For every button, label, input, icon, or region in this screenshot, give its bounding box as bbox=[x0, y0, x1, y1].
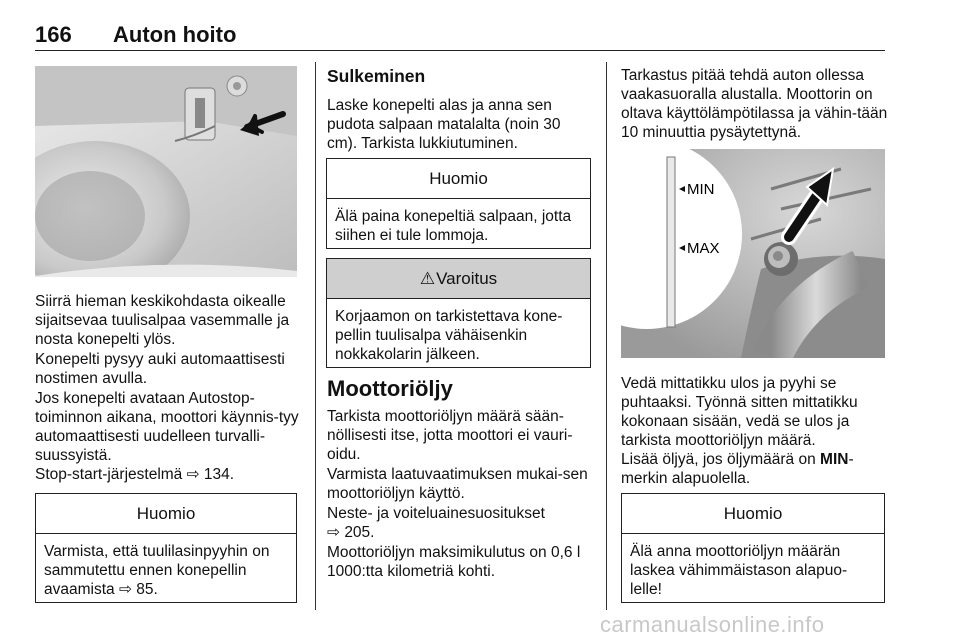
header-rule bbox=[35, 50, 885, 51]
chapter-title: Auton hoito bbox=[113, 22, 237, 47]
autostop-text: Jos konepelti avataan Autostop-toiminnon aikana, moottori käynnis-tyy automaattisesti uudelleen turvalli-suussyistä. bbox=[35, 390, 299, 464]
hood-stays-open-text: Konepelti pysyy auki automaattisesti nostimen avulla. bbox=[35, 351, 285, 387]
min-mark-label: MIN bbox=[820, 451, 849, 468]
dipstick-min-label: MIN bbox=[687, 181, 715, 198]
page-ref-icon: ⇨ bbox=[118, 581, 132, 598]
column-divider-right bbox=[606, 62, 607, 610]
stop-start-reference: Stop-start-järjestelmä ⇨ 134. bbox=[35, 466, 235, 483]
note-box-oil-level bbox=[621, 493, 885, 603]
note-text-hood: Älä paina konepeltiä salpaan, jotta siihen ei tule lommoja. bbox=[335, 208, 572, 244]
oil-consumption-text: Moottoriöljyn maksimikulutus on 0,6 l 1000:tta kilometriä kohti. bbox=[327, 544, 581, 580]
closing-text: Laske konepelti alas ja anna sen pudota salpaan matalalta (noin 30 cm). Tarkista lukkiutuminen. bbox=[327, 97, 561, 152]
dipstick-max-label: MAX bbox=[687, 240, 720, 257]
add-oil-text: Lisää öljyä, jos öljymäärä on MIN-merkin alapuolella. bbox=[621, 451, 854, 487]
note-title: Huomio bbox=[622, 494, 884, 534]
hood-opening-text: Siirrä hieman keskikohdasta oikealle sijaitsevaa tuulisalpaa vasemmalle ja nosta konepelti ylös. bbox=[35, 293, 290, 348]
note-title: Huomio bbox=[36, 494, 296, 534]
dipstick-illustration bbox=[621, 149, 885, 358]
note-text-oil-level: Älä anna moottoriöljyn määrän laskea vähimmäistason alapuo-lelle! bbox=[630, 543, 848, 598]
page-ref-icon: ⇨ bbox=[327, 524, 340, 541]
warning-box bbox=[326, 258, 591, 368]
warning-text: Korjaamon on tarkistettava kone-pellin tuulisalpa vähäisenkin nokkakolarin jälkeen. bbox=[335, 308, 563, 363]
note-box-hood bbox=[326, 158, 591, 249]
warning-header bbox=[327, 259, 590, 299]
fluid-recommendations-reference: Neste- ja voiteluainesuositukset ⇨ 205. bbox=[327, 505, 545, 541]
note-box-wiper bbox=[35, 493, 297, 603]
page-header bbox=[35, 22, 885, 52]
page-ref-icon: ⇨ bbox=[186, 466, 200, 483]
warning-title: Varoitus bbox=[436, 268, 498, 288]
page-number: 166 bbox=[35, 22, 72, 47]
page-ref-link[interactable]: 85. bbox=[136, 581, 158, 598]
note-title: Huomio bbox=[327, 159, 590, 199]
page-ref-link[interactable]: 134. bbox=[203, 466, 235, 483]
oil-check-text: Tarkista moottoriöljyn määrä sään-nöllisesti itse, jotta moottori ei vauri-oidu. bbox=[327, 408, 573, 463]
hood-latch-illustration bbox=[35, 66, 297, 277]
dipstick-instructions-text: Vedä mittatikku ulos ja pyyhi se puhtaaksi. Työnnä sitten mittatikku kokonaan sisään, vedä se ulos ja tarkista moottoriöljyn määrä. bbox=[621, 375, 858, 449]
warning-triangle-icon: ⚠ bbox=[419, 268, 436, 288]
note-text-wiper: Varmista, että tuulilasinpyyhin on sammutettu ennen konepellin avaamista ⇨ 85. bbox=[44, 543, 270, 598]
oil-quality-text: Varmista laatuvaatimuksen mukai-sen moottoriöljyn käyttö. bbox=[327, 466, 588, 502]
watermark: carmanualsonline.info bbox=[600, 612, 825, 637]
column-divider-left bbox=[315, 62, 316, 610]
inspection-conditions-text: Tarkastus pitää tehdä auton ollessa vaakasuoralla alustalla. Moottorin on oltava käyttölämpötilassa ja vähin-tään 10 minuuttia pysäytettynä. bbox=[621, 67, 888, 141]
page-ref-link[interactable]: 205. bbox=[344, 524, 375, 541]
engine-oil-heading: Moottoriöljy bbox=[327, 376, 453, 401]
closing-heading: Sulkeminen bbox=[327, 66, 426, 86]
